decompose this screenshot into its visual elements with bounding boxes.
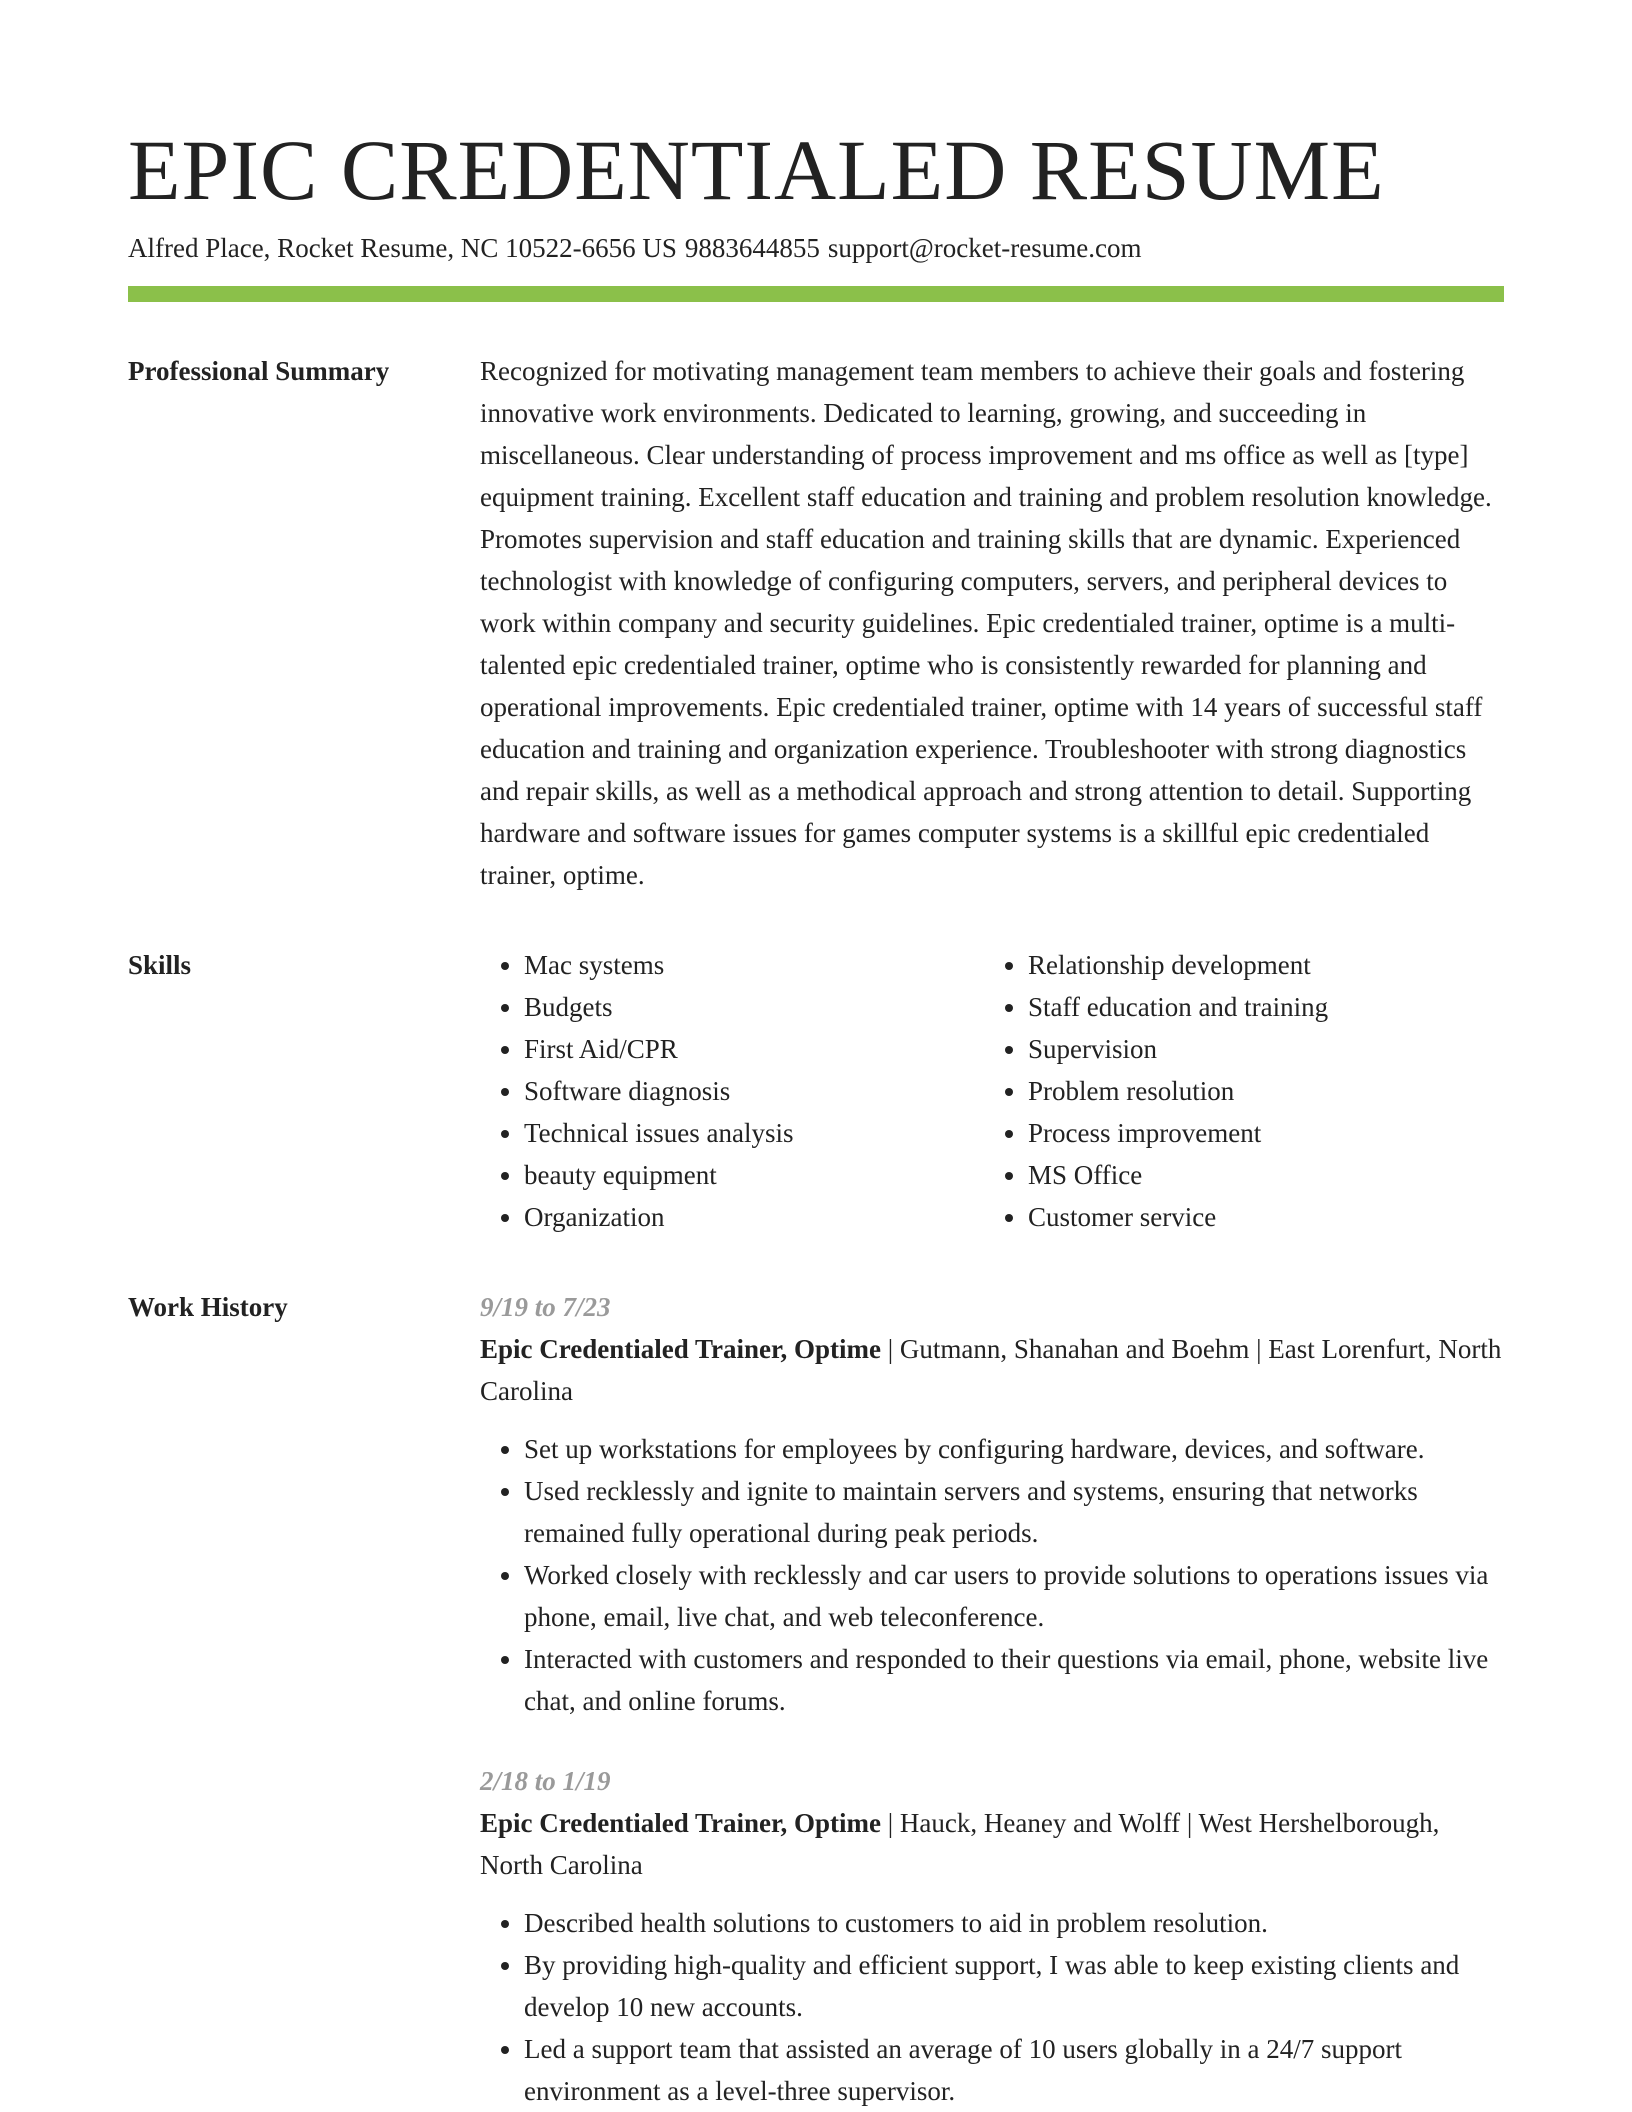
skill-item: • Supervision xyxy=(1028,1028,1488,1070)
job-bullet: • Worked closely with recklessly and car users to provide solutions to operations issues via phone, email, live chat, and web teleconference. xyxy=(524,1554,1504,1638)
resume-title: EPIC CREDENTIALED RESUME xyxy=(128,122,1385,218)
work-history-heading: Work History xyxy=(128,1292,288,1322)
summary-text: Recognized for motivating management team members to achieve their goals and fostering innovative work environments. Dedicated to learning, growing, and succeeding in miscellaneous. Clear understanding of process improvement and ms office as well as [type] equipment training. Excellent staff education and training and problem resolution knowledge. Promotes supervision and staff education and training skills that are dynamic. Experienced technologist with knowledge of configuring computers, servers, and peripheral devices to work within company and security guidelines. Epic credentialed trainer, optime is a multi-talented epic credentialed trainer, optime who is consistently rewarded for planning and operational improvements. Epic credentialed trainer, optime with 14 years of successful staff education and training and organization experience. Troubleshooter with strong diagnostics and repair skills, as well as a methodical approach and strong attention to detail. Supporting hardware and software issues for games computer systems is a skillful epic credentialed trainer, optime. xyxy=(480,356,1492,890)
job-bullet: • Described health solutions to customers to aid in problem resolution. xyxy=(524,1902,1504,1944)
skill-item: • Technical issues analysis xyxy=(524,1112,984,1154)
contact-address: Alfred Place, Rocket Resume, NC 10522-6656 US xyxy=(128,233,677,263)
job-title: Epic Credentialed Trainer, Optime xyxy=(480,1808,881,1838)
summary-heading: Professional Summary xyxy=(128,356,390,386)
resume-page xyxy=(128,120,1504,2112)
skills-heading: Skills xyxy=(128,950,192,980)
job-title: Epic Credentialed Trainer, Optime xyxy=(480,1334,881,1364)
contact-email: support@rocket-resume.com xyxy=(827,233,1142,263)
skill-item: • Process improvement xyxy=(1028,1112,1488,1154)
skill-item: • Software diagnosis xyxy=(524,1070,984,1112)
work-history-section xyxy=(128,1286,1504,2112)
job-header xyxy=(480,1802,1504,1886)
job-bullet: • Set up workstations for employees by configuring hardware, devices, and software. xyxy=(524,1428,1504,1470)
job-bullet: • Interacted with customers and responded to their questions via email, phone, website live chat, and online forums. xyxy=(524,1638,1504,1722)
skill-item: • MS Office xyxy=(1028,1154,1488,1196)
job-entry xyxy=(480,1286,1504,1722)
skill-item: • Relationship development xyxy=(1028,944,1488,986)
job-bullet: • Used recklessly and ignite to maintain servers and systems, ensuring that networks remained fully operational during peak periods. xyxy=(524,1470,1504,1554)
job-bullet: • Led a support team that assisted an average of 10 users globally in a 24/7 support environment as a level-three supervisor. xyxy=(524,2028,1504,2112)
job-bullets xyxy=(480,1902,1504,2112)
skill-item: • Organization xyxy=(524,1196,984,1238)
header-divider xyxy=(128,286,1504,302)
job-details: | Gutmann, Shanahan and Boehm | East Lorenfurt, North Carolina xyxy=(480,1334,1502,1406)
skill-item: • Customer service xyxy=(1028,1196,1488,1238)
skill-item: • Staff education and training xyxy=(1028,986,1488,1028)
job-bullet: • By providing high-quality and efficient support, I was able to keep existing clients and develop 10 new accounts. xyxy=(524,1944,1504,2028)
job-dates: 9/19 to 7/23 xyxy=(480,1292,611,1322)
skills-list-right xyxy=(984,944,1488,1238)
skill-item: • Budgets xyxy=(524,986,984,1028)
skills-section xyxy=(128,944,1504,1238)
skill-item: • Problem resolution xyxy=(1028,1070,1488,1112)
skill-item: • beauty equipment xyxy=(524,1154,984,1196)
job-details: | Hauck, Heaney and Wolff | West Hershelborough, North Carolina xyxy=(480,1808,1440,1880)
job-header xyxy=(480,1328,1504,1412)
contact-line xyxy=(128,230,1504,266)
job-dates: 2/18 to 1/19 xyxy=(480,1766,611,1796)
contact-phone: 9883644855 xyxy=(684,233,820,263)
skill-item: • First Aid/CPR xyxy=(524,1028,984,1070)
job-entry xyxy=(480,1760,1504,2112)
summary-section xyxy=(128,350,1504,896)
skills-list-left xyxy=(480,944,984,1238)
skill-item: • Mac systems xyxy=(524,944,984,986)
job-bullets xyxy=(480,1428,1504,1722)
